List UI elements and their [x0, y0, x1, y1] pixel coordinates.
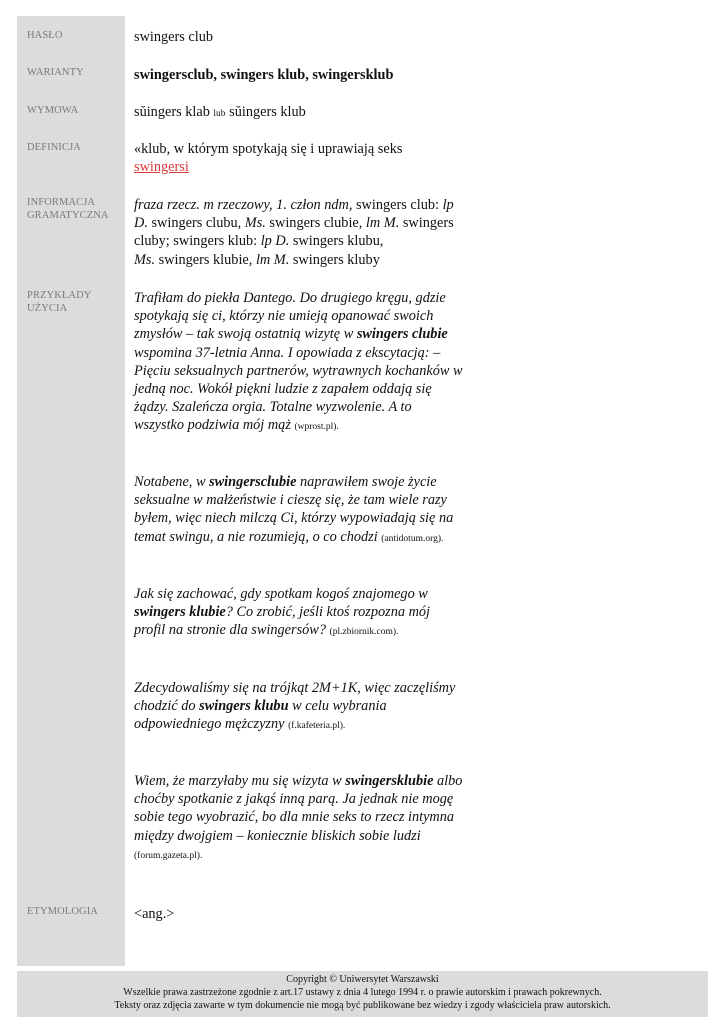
pronunciation-or: lub: [213, 109, 226, 119]
grammar-text: swingers klubie,: [155, 251, 256, 268]
grammar-class: fraza rzecz. m rzeczowy, 1. człon ndm,: [134, 197, 353, 213]
example-source: (pl.zbiornik.com).: [329, 627, 399, 638]
label-warianty: WARIANTY: [27, 67, 84, 78]
grammar-text: swingers kluby: [289, 251, 380, 268]
footer-notice: Teksty oraz zdjęcia zawarte w tym dokumencie nie mogą być publikowane bez wiedzy i zgody właściciela praw autorskich.: [114, 1000, 611, 1011]
grammar-abbr: lp: [442, 197, 454, 213]
definition-link-swingersi[interactable]: swingersi: [134, 159, 189, 176]
grammar-abbr: Ms.: [244, 215, 266, 232]
pronunciation-2: sŭingers klub: [229, 104, 306, 120]
usage-example-1: [134, 289, 464, 437]
grammar-info: [134, 196, 464, 269]
example-text: Jak się zachować, gdy spotkam kogoś znajomego w: [134, 586, 428, 602]
pronunciation-1: sŭingers klab: [134, 104, 210, 120]
footer-copyright: Copyright © Uniwersytet Warszawski: [286, 974, 439, 985]
copyright-footer: [17, 971, 708, 1017]
example-source: (wprost.pl).: [294, 422, 339, 433]
headword: swingers club: [134, 29, 214, 45]
definition-text: «klub, w którym spotykają się i uprawiają seks: [134, 141, 403, 157]
grammar-abbr: lm M.: [365, 215, 400, 232]
label-definicja: DEFINICJA: [27, 142, 81, 153]
grammar-text: swingers klubu,: [289, 233, 384, 250]
example-keyword: swingers klubu: [199, 698, 289, 715]
example-text: w celu wybrania odpowiedniego mężczyzny: [134, 698, 387, 733]
grammar-abbr: Ms.: [134, 251, 156, 268]
usage-example-4: [134, 679, 464, 736]
grammar-text: swingers clubie,: [265, 215, 366, 232]
label-informacja-line2: GRAMATYCZNA: [27, 210, 109, 221]
label-informacja-line1: INFORMACJA: [27, 197, 96, 208]
grammar-abbr: lm M.: [255, 251, 290, 268]
grammar-abbr: D.: [134, 215, 148, 232]
example-source: (f.kafeteria.pl).: [288, 721, 346, 732]
example-text: Wiem, że marzyłaby mu się wizyta w: [134, 773, 346, 789]
label-przyklady-uzycia: [27, 289, 123, 315]
pronunciation: [134, 103, 464, 123]
usage-example-5: [134, 772, 464, 865]
example-text: naprawiłem swoje życie seksualne w małżeństwie i cieszę się, że tam wiele razy byłem, więc niech milczą Ci, którzy wypowiadają się na temat swingu, a nie rozumieją, o co chodzi: [134, 474, 454, 545]
etymology: <ang.>: [134, 906, 175, 922]
grammar-text: swingers: [399, 215, 454, 232]
example-text: wspomina 37-letnia Anna. I opowiada z ekscytacją: – Pięciu seksualnych partnerów, wytrawnych kochanków w jedną noc. Wokół piękni ludzie z zapałem oddają się żądzy. Szaleńcza orgia. Totalne wyzwolenie. A to wszystko podziwia mój mąż: [134, 344, 463, 434]
example-source: (forum.gazeta.pl).: [134, 850, 203, 861]
example-keyword: swingers clubie: [356, 326, 448, 343]
grammar-text: swingers clubu,: [147, 215, 245, 232]
grammar-text: cluby; swingers klub:: [134, 233, 261, 250]
example-text: albo choćby spotkanie z jakąś inną parą. Ja jednak nie mogę sobie tego wyobrazić, bo dla mnie seks to rzecz intymna między dwojgiem – koniecznie bliskich sobie ludzi: [134, 773, 463, 844]
example-text: ? Co zrobić, jeśli ktoś rozpozna mój profil na stronie dla swingersów?: [134, 604, 431, 639]
usage-example-2: [134, 473, 464, 548]
usage-example-3: [134, 585, 464, 642]
label-sidebar: [17, 16, 125, 966]
definition: [134, 140, 464, 176]
label-przyklady-line2: UŻYCIA: [27, 303, 68, 314]
label-etymologia: ETYMOLOGIA: [27, 906, 98, 917]
label-haslo: HASŁO: [27, 30, 63, 41]
example-keyword: swingers klubie: [134, 604, 226, 621]
example-keyword: swingersclubie: [209, 474, 297, 490]
grammar-abbr: lp D.: [260, 233, 290, 250]
example-text: Notabene, w: [134, 474, 210, 490]
variants: swingersclub, swingers klub, swingersklub: [134, 67, 394, 83]
label-wymowa: WYMOWA: [27, 105, 79, 116]
footer-rights: Wszelkie prawa zastrzeżone zgodnie z art.17 ustawy z dnia 4 lutego 1994 r. o prawie autorskim i prawach pokrewnych.: [123, 987, 602, 998]
example-keyword: swingersklubie: [345, 773, 434, 789]
example-source: (antidotum.org).: [381, 533, 444, 544]
label-przyklady-line1: PRZYKŁADY: [27, 290, 92, 301]
label-informacja-gramatyczna: [27, 196, 123, 222]
example-text: Zdecydowaliśmy się na trójkąt 2M+1K, więc zaczęliśmy chodzić do: [134, 680, 456, 715]
example-text: Trafiłam do piekła Dantego. Do drugiego kręgu, gdzie spotykają się ci, którzy nie umieją opanować swoich zmysłów – tak swoją ostatnią wizytę w: [134, 290, 446, 343]
grammar-text: swingers club:: [352, 197, 443, 213]
